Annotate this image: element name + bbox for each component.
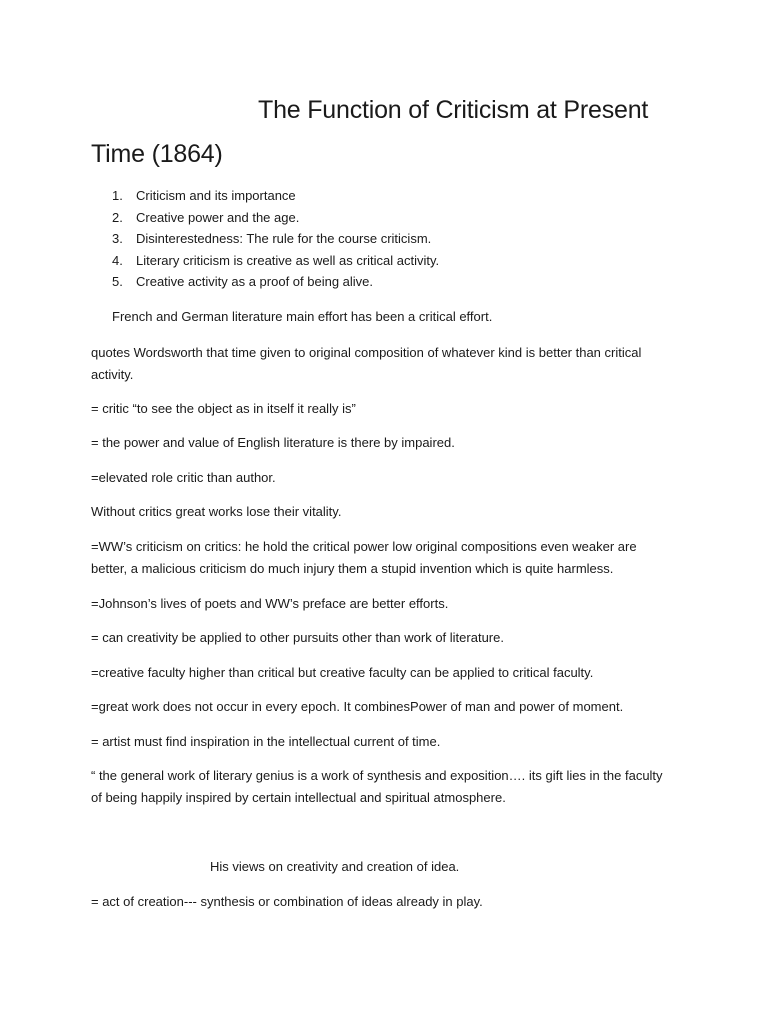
list-text: Criticism and its importance	[136, 188, 296, 203]
list-item	[112, 271, 439, 293]
paragraph: =great work does not occur in every epoch. It combinesPower of man and power of moment.	[91, 699, 624, 714]
list-number: 2.	[112, 209, 123, 225]
list-number: 3.	[112, 231, 123, 246]
document-title-line-1: The Function of Criticism at Present	[258, 96, 649, 124]
list-number: 1.	[112, 188, 123, 203]
paragraph: = can creativity be applied to other pursuits other than work of literature.	[91, 630, 504, 645]
list-text: Creative power and the age.	[136, 209, 300, 225]
paragraph: =Johnson’s lives of poets and WW’s preface are better efforts.	[91, 596, 449, 611]
quote-paragraph: “ the general work of literary genius is a work of synthesis and exposition…. its gift lies in the faculty of being happily inspired by certain intellectual and spiritual atmosphere.	[91, 768, 663, 805]
list-item	[112, 207, 439, 229]
paragraph: French and German literature main effort has been a critical effort.	[112, 309, 493, 324]
list-number: 4.	[112, 252, 123, 268]
list-item	[112, 185, 439, 207]
document-title-line-2: Time (1864)	[91, 140, 223, 168]
list-text: Literary criticism is creative as well as critical activity.	[136, 252, 440, 268]
topic-list	[112, 185, 439, 293]
list-text: Creative activity as a proof of being alive.	[136, 274, 374, 289]
paragraph: Without critics great works lose their vitality.	[91, 504, 342, 519]
paragraph: = critic “to see the object as in itself it really is”	[91, 401, 356, 416]
paragraph: =elevated role critic than author.	[91, 470, 276, 485]
paragraph: = artist must find inspiration in the intellectual current of time.	[91, 734, 441, 749]
paragraph: =WW’s criticism on critics: he hold the critical power low original compositions even weaker are better, a malicious criticism do much injury them a stupid invention which is quite harmless.	[91, 539, 637, 576]
paragraph: =creative faculty higher than critical but creative faculty can be applied to critical faculty.	[91, 665, 594, 680]
list-text: Disinterestedness: The rule for the course criticism.	[136, 231, 432, 246]
paragraph: quotes Wordsworth that time given to original composition of whatever kind is better than critical activity.	[91, 345, 642, 382]
paragraph: = act of creation--- synthesis or combination of ideas already in play.	[91, 894, 483, 909]
list-item	[112, 250, 439, 272]
paragraph: = the power and value of English literature is there by impaired.	[91, 435, 455, 450]
list-item	[112, 228, 439, 250]
section-heading: His views on creativity and creation of idea.	[210, 859, 460, 874]
list-number: 5.	[112, 274, 123, 289]
